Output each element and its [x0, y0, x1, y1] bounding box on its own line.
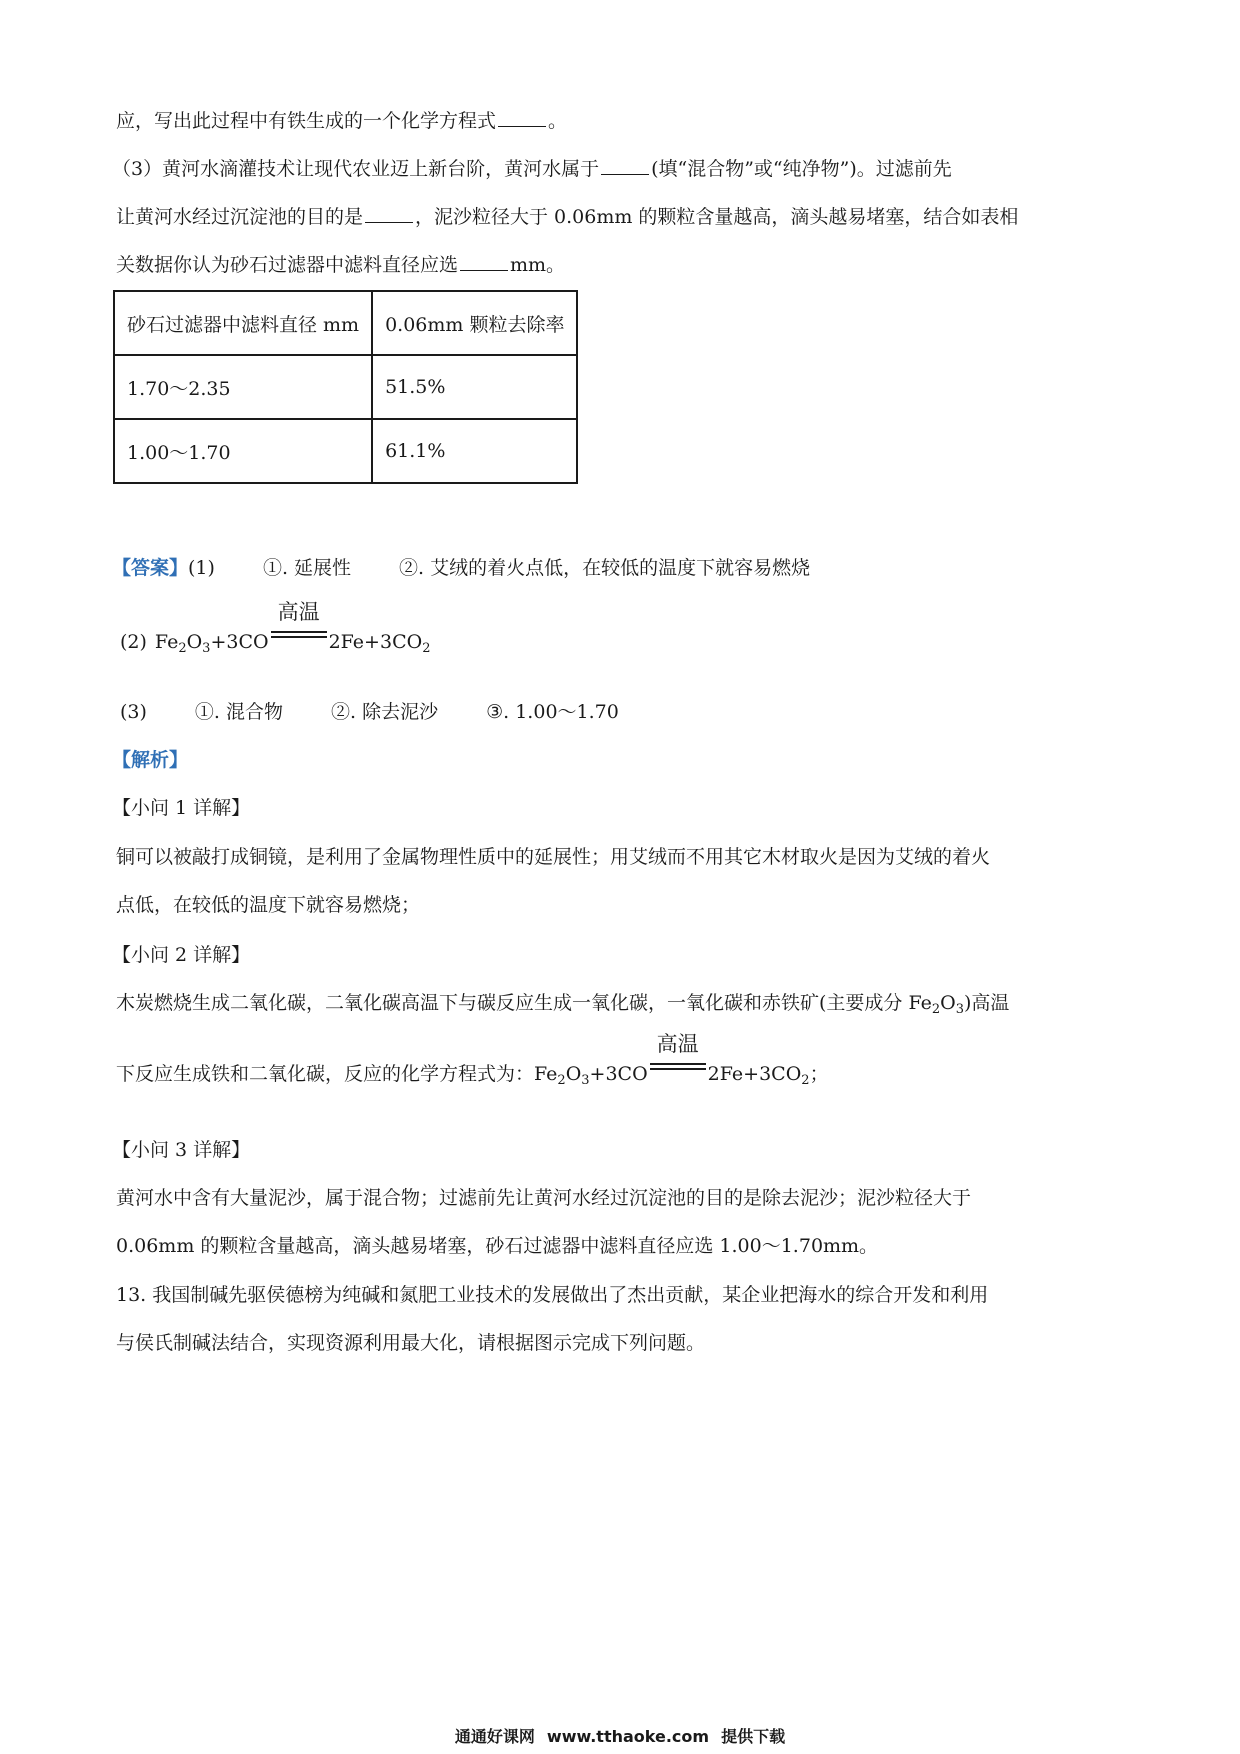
subquestion-2-heading: 【小问 2 详解】 [112, 944, 251, 966]
eq-part: 2Fe+3CO [707, 1063, 802, 1085]
analysis-text [116, 991, 1009, 1022]
condition-text: 高温 [277, 600, 320, 624]
eq-part: +3CO [210, 631, 269, 653]
subquestion-3-heading: 【小问 3 详解】 [112, 1139, 251, 1161]
condition-text: 高温 [656, 1032, 699, 1056]
eq-part: O [565, 1063, 582, 1085]
text: ①. 混合物 [194, 701, 284, 723]
eq-sub: 3 [581, 1073, 590, 1088]
reaction-condition [269, 600, 329, 648]
answer-tag: 【答案】 [112, 557, 189, 579]
question-line-3 [116, 204, 1018, 229]
filter-data-table [113, 290, 578, 484]
text: ②. 艾绒的着火点低，在较低的温度下就容易燃烧 [399, 557, 811, 579]
eq-sub: 3 [955, 1002, 964, 1017]
question-line-2 [112, 156, 952, 181]
eq-part: Fe [534, 1063, 558, 1085]
question-13-line-1: 13. 我国制碱先驱侯德榜为纯碱和氮肥工业技术的发展做出了杰出贡献，某企业把海水的综合开发和利用 [116, 1284, 989, 1306]
table-cell: 1.00～1.70 [114, 419, 372, 483]
answer-blank [365, 204, 413, 223]
table-row [114, 419, 577, 483]
table-row [114, 355, 577, 419]
answer-line-2 [120, 600, 431, 661]
footer-url[interactable]: www.tthaoke.com [546, 1727, 710, 1746]
question-line-4 [116, 252, 565, 277]
text: (2) [120, 631, 147, 653]
analysis-text: 黄河水中含有大量泥沙，属于混合物；过滤前先让黄河水经过沉淀池的目的是除去泥沙；泥沙粒径大于 [116, 1187, 972, 1209]
text: (填“混合物”或“纯净物”)。过滤前先 [651, 158, 952, 180]
analysis-tag: 【解析】 [112, 749, 189, 771]
table-header-cell: 砂石过滤器中滤料直径 mm [114, 291, 372, 355]
chemical-equation [534, 1032, 810, 1093]
eq-part: O [186, 631, 203, 653]
text: ②. 除去泥沙 [331, 701, 439, 723]
eq-sub: 2 [931, 1002, 941, 1017]
eq-sub: 2 [178, 641, 187, 656]
text: 。 [548, 110, 568, 132]
text: 应，写出此过程中有铁生成的一个化学方程式 [116, 110, 497, 132]
text: 关数据你认为砂石过滤器中滤料直径应选 [116, 254, 459, 276]
table-header-row [114, 291, 577, 355]
answer-blank [460, 252, 508, 271]
text: (3) [120, 701, 147, 723]
text: 让黄河水经过沉淀池的目的是 [116, 206, 364, 228]
table-cell: 1.70～2.35 [114, 355, 372, 419]
text: 下反应生成铁和二氧化碳，反应的化学方程式为： [116, 1063, 535, 1085]
analysis-text: 铜可以被敲打成铜镜，是利用了金属物理性质中的延展性；用艾绒而不用其它木材取火是因为艾绒的着火 [116, 846, 991, 868]
answer-line-3 [120, 700, 619, 724]
eq-part: 2Fe+3CO [328, 631, 423, 653]
text: 木炭燃烧生成二氧化碳，二氧化碳高温下与碳反应生成一氧化碳，一氧化碳和赤铁矿(主要成分 Fe [116, 992, 932, 1014]
chemical-equation [154, 600, 431, 661]
question-13-line-2: 与侯氏制碱法结合，实现资源利用最大化，请根据图示完成下列问题。 [116, 1332, 706, 1354]
text: ，泥沙粒径大于 0.06mm 的颗粒含量越高，滴头越易堵塞，结合如表相 [415, 206, 1019, 228]
footer-tail: 提供下载 [721, 1727, 786, 1746]
reaction-condition [648, 1032, 708, 1080]
table-cell: 61.1% [372, 419, 577, 483]
text: ①. 延展性 [262, 557, 352, 579]
text: ③. 1.00～1.70 [486, 701, 619, 723]
table-header-cell: 0.06mm 颗粒去除率 [372, 291, 577, 355]
eq-sub: 2 [801, 1073, 810, 1088]
text: O [940, 992, 956, 1014]
eq-sub: 3 [202, 641, 211, 656]
subquestion-1-heading: 【小问 1 详解】 [112, 797, 251, 819]
text: (1) [188, 557, 215, 579]
answer-blank [601, 156, 649, 175]
text: ； [809, 1063, 829, 1085]
eq-part: +3CO [589, 1063, 648, 1085]
question-line-1 [116, 108, 567, 133]
footer-site-name: 通通好课网 [454, 1727, 535, 1746]
text: （3）黄河水滴灌技术让现代农业迈上新台阶，黄河水属于 [112, 158, 600, 180]
eq-part: Fe [154, 631, 179, 653]
analysis-text: 0.06mm 的颗粒含量越高，滴头越易堵塞，砂石过滤器中滤料直径应选 1.00～1.70mm。 [116, 1235, 879, 1257]
text: )高温 [963, 992, 1010, 1014]
page-footer [0, 1724, 1240, 1747]
text: mm。 [510, 254, 566, 276]
eq-sub: 2 [557, 1073, 566, 1088]
analysis-text [116, 1032, 829, 1093]
eq-sub: 2 [422, 641, 431, 656]
answer-blank [498, 108, 546, 127]
answer-line-1 [112, 556, 810, 580]
table-cell: 51.5% [372, 355, 577, 419]
analysis-text: 点低，在较低的温度下就容易燃烧； [116, 894, 421, 916]
